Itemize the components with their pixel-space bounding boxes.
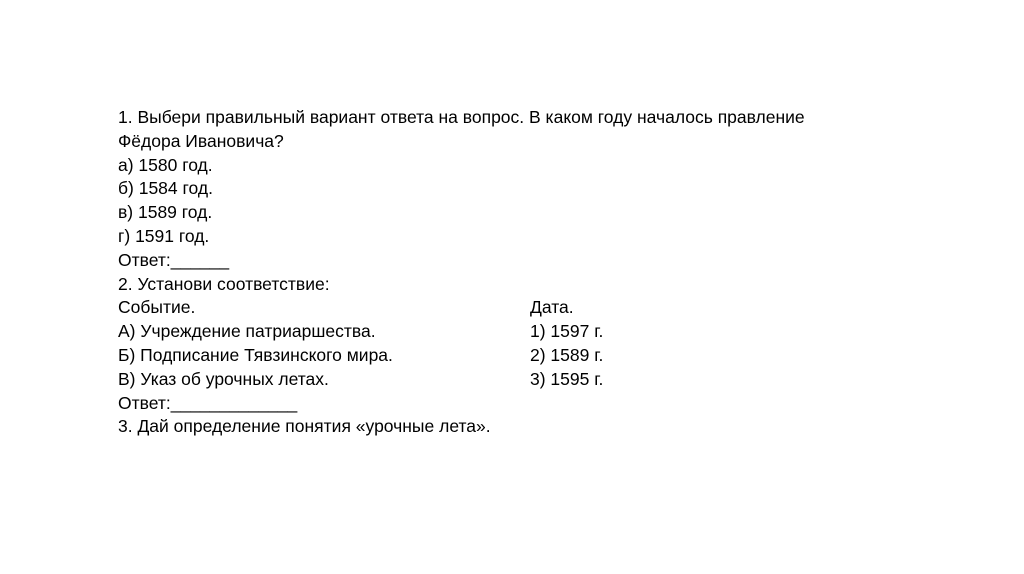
match-event: Б) Подписание Тявзинского мира. bbox=[118, 344, 393, 365]
question-2-header-row bbox=[118, 296, 918, 320]
match-row bbox=[118, 368, 918, 392]
question-3-text: 3. Дай определение понятия «урочные лета». bbox=[118, 416, 491, 437]
question-1-option-b: б) 1584 год. bbox=[118, 178, 213, 199]
match-row bbox=[118, 320, 918, 344]
question-1-line-1: 1. Выбери правильный вариант ответа на вопрос. В каком году началось правление bbox=[118, 107, 805, 127]
worksheet-text bbox=[118, 106, 918, 439]
question-2-answer-blank: Ответ:_____________ bbox=[118, 392, 298, 413]
match-row bbox=[118, 344, 918, 368]
question-1-option-d: г) 1591 год. bbox=[118, 225, 210, 246]
match-date: 3) 1595 г. bbox=[530, 368, 604, 389]
match-event: А) Учреждение патриаршества. bbox=[118, 321, 376, 342]
question-1-option-c: в) 1589 год. bbox=[118, 202, 213, 223]
match-event: В) Указ об урочных летах. bbox=[118, 368, 329, 389]
question-1-option-a: а) 1580 год. bbox=[118, 154, 213, 175]
match-date: 1) 1597 г. bbox=[530, 321, 604, 342]
match-date: 2) 1589 г. bbox=[530, 344, 604, 365]
question-1-line-2: Фёдора Ивановича? bbox=[118, 130, 284, 151]
question-2-title: 2. Установи соответствие: bbox=[118, 273, 330, 294]
event-column-header: Событие. bbox=[118, 297, 196, 318]
date-column-header: Дата. bbox=[530, 297, 574, 318]
question-1-answer-blank: Ответ:______ bbox=[118, 249, 230, 270]
